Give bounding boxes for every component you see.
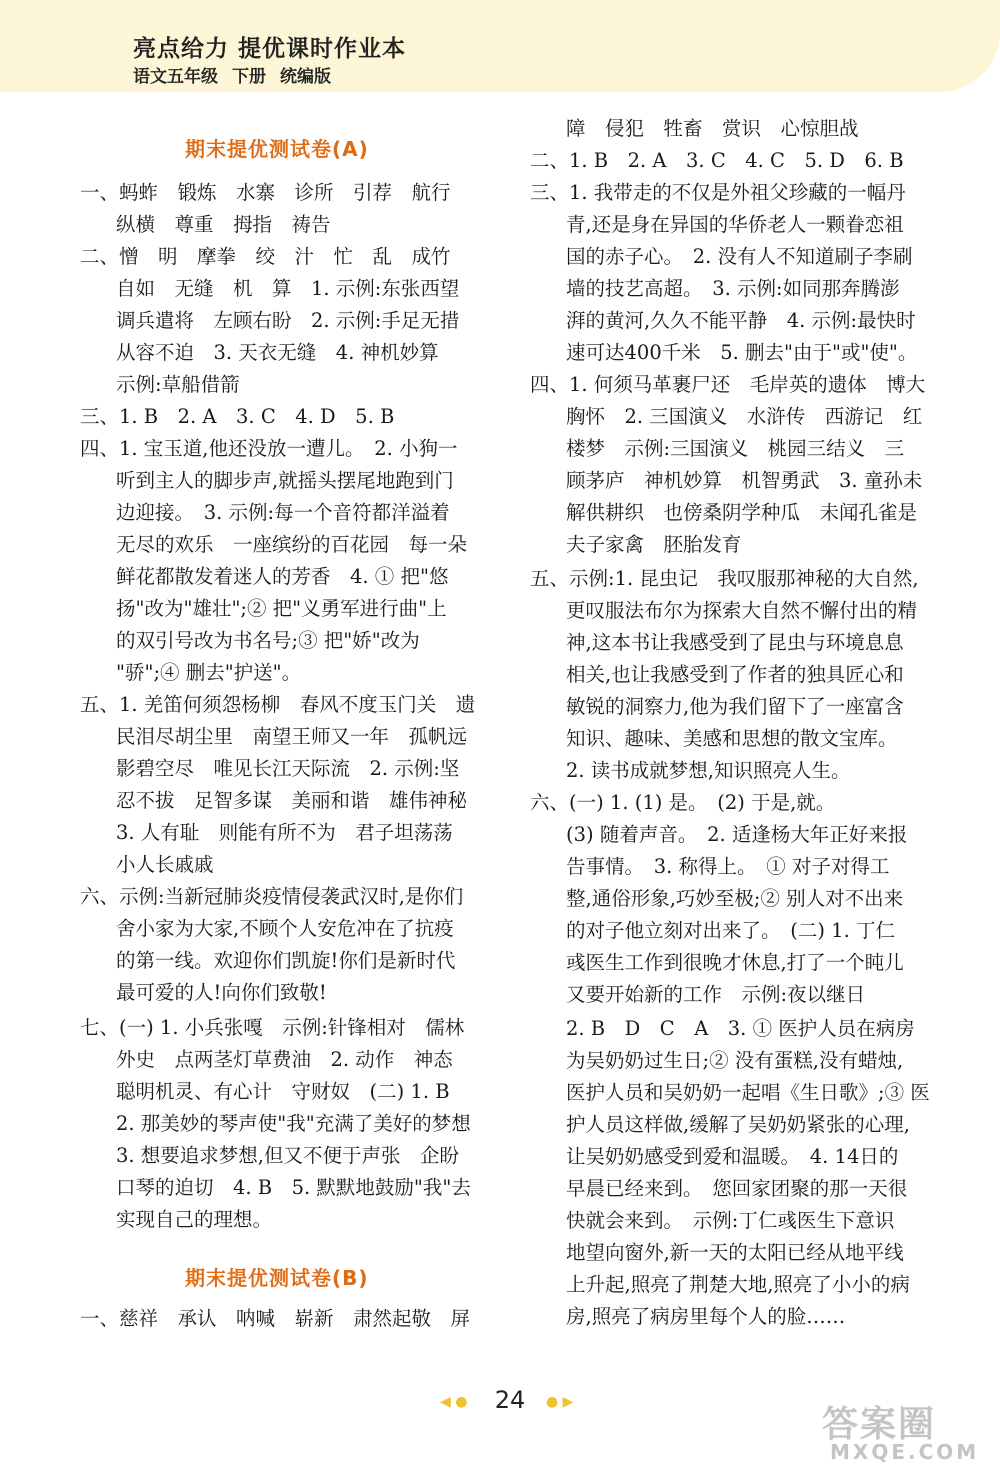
page-number: 24 — [494, 1386, 526, 1414]
answer-line: 让吴奶奶感受到爱和温暖。 4. 14日的 — [566, 1145, 899, 1168]
answer-line: 六、(一) 1. (1) 是。 (2) 于是,就。 — [530, 791, 836, 814]
subject-grade: 语文五年级 — [133, 67, 218, 87]
left-arrow-decoration-icon: ◀ ● — [440, 1394, 468, 1410]
answer-line: 胸怀 2. 三国演义 水浒传 西游记 红 — [566, 405, 923, 428]
watermark-logo — [818, 1396, 988, 1470]
answer-line: 四、1. 宝玉道,他还没放一遭儿。 2. 小狗一 — [80, 437, 458, 460]
answer-line: 更叹服法布尔为探索大自然不懈付出的精 — [566, 599, 918, 622]
volume: 下册 — [232, 67, 266, 87]
answer-line: 障 侵犯 牲畜 赏识 心惊胆战 — [566, 117, 859, 140]
answer-line: 速可达400千米 5. 删去"由于"或"使"。 — [566, 341, 918, 364]
answer-line: 顾茅庐 神机妙算 机智勇武 3. 童孙未 — [566, 469, 923, 492]
answer-line: 二、1. B 2. A 3. C 4. C 5. D 6. B — [530, 149, 904, 172]
answer-line: 影碧空尽 唯见长江天际流 2. 示例:坚 — [116, 757, 460, 780]
answer-line: 最可爱的人!向你们致敬! — [116, 981, 327, 1004]
answer-line: 边迎接。 3. 示例:每一个音符都洋溢着 — [116, 501, 450, 524]
answer-line: 3. 想要追求梦想,但又不便于声张 企盼 — [116, 1144, 460, 1167]
answer-line: 聪明机灵、有心计 守财奴 (二) 1. B — [116, 1080, 450, 1103]
answer-line: 医护人员和吴奶奶一起唱《生日歌》;③ 医 — [566, 1081, 930, 1104]
answer-line: 相关,也让我感受到了作者的独具匠心和 — [566, 663, 904, 686]
answer-line: 示例:草船借箭 — [116, 373, 240, 396]
book-subtitle — [133, 62, 345, 87]
answer-line: 墙的技艺高超。 3. 示例:如同那奔腾澎 — [566, 277, 900, 300]
watermark-sub: MXQE.COM — [830, 1440, 980, 1464]
section-title-b: 期末提优测试卷(B) — [185, 1266, 369, 1290]
answer-line: 听到主人的脚步声,就摇头摆尾地跑到门 — [116, 469, 454, 492]
answer-line: 纵横 尊重 拇指 祷告 — [116, 213, 331, 236]
answer-line: 3. 人有耻 则能有所不为 君子坦荡荡 — [116, 821, 453, 844]
answer-line: 一、慈祥 承认 呐喊 崭新 肃然起敬 屏 — [80, 1307, 471, 1330]
right-arrow-decoration-icon: ● ▶ — [546, 1394, 574, 1410]
answer-line: 为吴奶奶过生日;② 没有蛋糕,没有蜡烛, — [566, 1049, 904, 1072]
answer-line: 调兵遣将 左顾右盼 2. 示例:手足无措 — [116, 309, 460, 332]
book-title: 亮点给力 提优课时作业本 — [133, 36, 407, 62]
answer-line: 地望向窗外,新一天的太阳已经从地平线 — [566, 1241, 904, 1264]
watermark-main: 答案圈 — [822, 1404, 937, 1445]
answer-line: 二、憎 明 摩拳 绞 汁 忙 乱 成竹 — [80, 245, 451, 268]
answer-line: 一、蚂蚱 锻炼 水寨 诊所 引荐 航行 — [80, 181, 451, 204]
answer-line: 夫子家禽 胚胎发育 — [566, 533, 742, 556]
answer-line: 民泪尽胡尘里 南望王师又一年 孤帆远 — [116, 725, 468, 748]
answer-line: 无尽的欢乐 一座缤纷的百花园 每一朵 — [116, 533, 468, 556]
answer-line: 又要开始新的工作 示例:夜以继日 — [566, 983, 866, 1006]
answer-line: 青,还是身在异国的华侨老人一颗眷恋祖 — [566, 213, 904, 236]
answer-line: 三、1. 我带走的不仅是外祖父珍藏的一幅丹 — [530, 181, 906, 204]
answer-line: (3) 随着声音。 2. 适逢杨大年正好来报 — [566, 823, 908, 846]
answer-line: 告事情。 3. 称得上。 ① 对子对得工 — [566, 855, 890, 878]
answer-line: 护人员这样做,缓解了吴奶奶紧张的心理, — [566, 1113, 910, 1136]
answer-line: 忍不拔 足智多谋 美丽和谐 雄伟神秘 — [116, 789, 468, 812]
answer-line: 敏锐的洞察力,他为我们留下了一座富含 — [566, 695, 904, 718]
answer-line: 的对子他立刻对出来了。 (二) 1. 丁仁 — [566, 919, 895, 942]
answer-line: 实现自己的理想。 — [116, 1208, 273, 1231]
answer-line: 上升起,照亮了荆楚大地,照亮了小小的病 — [566, 1273, 910, 1296]
answer-line: 自如 无缝 机 算 1. 示例:东张西望 — [116, 277, 460, 300]
answer-line: 房,照亮了病房里每个人的脸…… — [566, 1305, 846, 1328]
answer-line: 七、(一) 1. 小兵张嘎 示例:针锋相对 儒林 — [80, 1016, 465, 1039]
answer-line: 2. 那美妙的琴声使"我"充满了美好的梦想 — [116, 1112, 471, 1135]
answer-line: 的第一线。欢迎你们凯旋!你们是新时代 — [116, 949, 456, 972]
answer-line: 外史 点两茎灯草费油 2. 动作 神态 — [116, 1048, 453, 1071]
answer-line: 扬"改为"雄壮";② 把"义勇军进行曲"上 — [116, 597, 447, 620]
answer-line: 整,通俗形象,巧妙至极;② 别人对不出来 — [566, 887, 904, 910]
answer-line: 四、1. 何须马革裹尸还 毛岸英的遗体 博大 — [530, 373, 926, 396]
answer-line: 快就会来到。 示例:丁仁彧医生下意识 — [566, 1209, 895, 1232]
answer-line: 口琴的迫切 4. B 5. 默默地鼓励"我"去 — [116, 1176, 471, 1199]
answer-line: 知识、趣味、美感和思想的散文宝库。 — [566, 727, 898, 750]
answer-line: 六、示例:当新冠肺炎疫情侵袭武汉时,是你们 — [80, 885, 464, 908]
answer-line: 三、1. B 2. A 3. C 4. D 5. B — [80, 405, 395, 428]
section-title-a: 期末提优测试卷(A) — [185, 137, 369, 161]
answer-line: 2. 读书成就梦想,知识照亮人生。 — [566, 759, 851, 782]
answer-line: 楼梦 示例:三国演义 桃园三结义 三 — [566, 437, 905, 460]
answer-line: 解供耕织 也傍桑阴学种瓜 未闻孔雀是 — [566, 501, 918, 524]
answer-line: 湃的黄河,久久不能平静 4. 示例:最快时 — [566, 309, 916, 332]
answer-line: 国的赤子心。 2. 没有人不知道刷子李刷 — [566, 245, 913, 268]
edition: 统编版 — [280, 67, 331, 87]
answer-line: 彧医生工作到很晚才休息,打了一个盹儿 — [566, 951, 904, 974]
answer-line: 的双引号改为书名号;③ 把"娇"改为 — [116, 629, 420, 652]
answer-line: 五、1. 羌笛何须怨杨柳 春风不度玉门关 遗 — [80, 693, 476, 716]
answer-line: 神,这本书让我感受到了昆虫与环境息息 — [566, 631, 904, 654]
answer-line: 2. B D C A 3. ① 医护人员在病房 — [566, 1017, 915, 1040]
answer-line: 五、示例:1. 昆虫记 我叹服那神秘的大自然, — [530, 567, 919, 590]
answer-line: "骄";④ 删去"护送"。 — [116, 661, 302, 684]
answer-line: 鲜花都散发着迷人的芳香 4. ① 把"悠 — [116, 565, 449, 588]
answer-line: 小人长戚戚 — [116, 853, 214, 876]
answer-line: 从容不迫 3. 天衣无缝 4. 神机妙算 — [116, 341, 439, 364]
answer-line: 舍小家为大家,不顾个人安危冲在了抗疫 — [116, 917, 454, 940]
answer-line: 早晨已经来到。 您回家团聚的那一天很 — [566, 1177, 908, 1200]
